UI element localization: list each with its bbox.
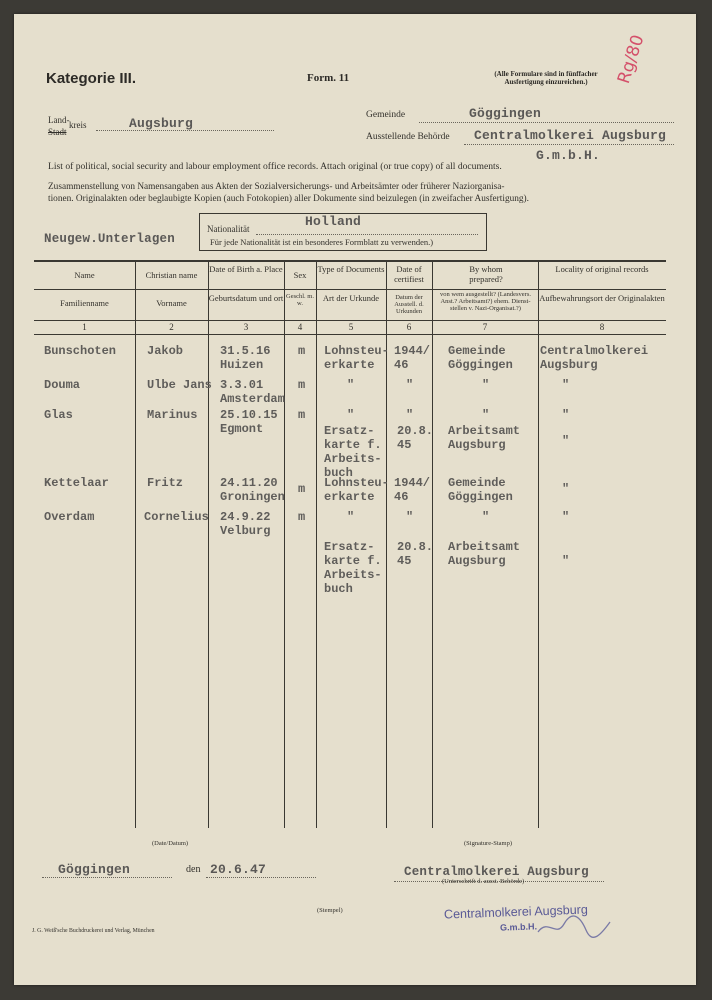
table-row-date: 1944/ 46 xyxy=(394,344,431,372)
col-header-sex-de: Geschl. m. w. xyxy=(286,293,314,307)
category-title: Kategorie III. xyxy=(46,70,137,87)
col-header-sex-en: Sex xyxy=(293,270,307,280)
col-header-vorname-en: Christian name xyxy=(145,270,198,280)
column-divider xyxy=(316,260,317,828)
document-page xyxy=(14,14,696,985)
col-number: 4 xyxy=(297,322,303,332)
table-top-rule xyxy=(34,260,666,262)
table-row-doc: Ersatz- karte f. Arbeits- buch xyxy=(324,424,382,480)
gemeinde-line xyxy=(419,121,674,123)
table-row-date: " xyxy=(406,378,414,392)
table-row-loc: " xyxy=(562,378,570,392)
company-stamp-line2: G.m.b.H. xyxy=(499,921,538,933)
table-header-bottom xyxy=(34,320,666,321)
table-row-by: " xyxy=(482,378,490,392)
col-header-doc-de: Art der Urkunde xyxy=(322,293,380,303)
footer-place: Göggingen xyxy=(58,862,131,877)
signer-note: (Unterschrift d. ausst. Behörde) xyxy=(442,878,525,885)
col-number: 2 xyxy=(169,322,174,332)
col-number: 7 xyxy=(482,322,488,332)
table-row-sex: m xyxy=(298,344,306,358)
printer-imprint: J. G. Weiß'sche Buchdruckerei und Verlag, München xyxy=(32,928,155,934)
col-header-date-de: Datum der Ausstell. d. Urkunden xyxy=(394,294,424,315)
column-divider xyxy=(208,260,209,828)
table-number-row-bottom xyxy=(34,334,666,335)
footer-den: den xyxy=(186,864,201,875)
behoerde-value-line1: Centralmolkerei Augsburg xyxy=(474,128,667,143)
table-row-loc: " xyxy=(562,510,570,524)
table-row-date: " xyxy=(406,510,414,524)
table-row-doc: Lohnsteu- erkarte xyxy=(324,476,389,504)
table-row-date: 20.8. 45 xyxy=(397,424,434,452)
date-label: (Date/Datum) xyxy=(152,840,189,847)
col-header-loc-en: Locality of original records xyxy=(555,264,649,274)
table-row-name: Douma xyxy=(44,378,81,392)
table-row-loc: Centralmolkerei Augsburg xyxy=(540,344,649,372)
table-row-vorname: Jakob xyxy=(147,344,184,358)
table-row-birth: 31.5.16 Huizen xyxy=(220,344,271,372)
landkreis-label-stadt: Stadt xyxy=(48,127,67,137)
intro-german-line2: tionen. Originalakten oder beglaubigte Kopien (auch Fotokopien) aller Dokumente sind beizulegen (in zweifacher Ausfertigung). xyxy=(48,194,529,204)
table-row-vorname: Fritz xyxy=(147,476,184,490)
form-number: Form. 11 xyxy=(307,72,350,84)
col-header-birth-en: Date of Birth a. Place xyxy=(209,264,283,274)
table-row-name: Overdam xyxy=(44,510,95,524)
col-number: 6 xyxy=(406,322,412,332)
nationality-value: Holland xyxy=(305,214,362,229)
nationality-box xyxy=(199,213,487,251)
table-row-loc: " xyxy=(562,554,570,568)
company-stamp-line1: Centralmolkerei Augsburg xyxy=(443,902,589,922)
table-row-by: Gemeinde Göggingen xyxy=(448,344,513,372)
table-row-by: " xyxy=(482,510,490,524)
table-row-by: Arbeitsamt Augsburg xyxy=(448,424,521,452)
table-row-name: Glas xyxy=(44,408,73,422)
table-row-loc: " xyxy=(562,434,570,448)
table-row-loc: " xyxy=(562,482,570,496)
col-header-name-de: Familienname xyxy=(60,298,109,308)
col-number: 1 xyxy=(82,322,87,332)
behoerde-line xyxy=(464,143,674,145)
table-row-sex: m xyxy=(298,482,306,496)
nationality-label: Nationalität xyxy=(207,224,250,234)
table-row-vorname: Ulbe Jans xyxy=(147,378,212,392)
intro-english: List of political, social security and labour employment office records. Attach original (or true copy) of all documents. xyxy=(48,161,502,172)
col-header-by-de: von wem ausgestellt? (Landesvers. Anst.? Arbeitsamt?) ehem. Dienst-stellen v. Nazi-Organisat.?) xyxy=(440,291,531,312)
nationality-line xyxy=(256,233,478,235)
table-row-doc: " xyxy=(347,408,355,422)
copies-note xyxy=(462,70,630,86)
table-row-vorname: Marinus xyxy=(147,408,198,422)
table-row-name: Bunschoten xyxy=(44,344,117,358)
copies-note-line2: Ausfertigung einzureichen.) xyxy=(504,78,588,86)
table-row-birth: 24.9.22 Velburg xyxy=(220,510,271,538)
table-row-by: Arbeitsamt Augsburg xyxy=(448,540,521,568)
col-header-birth-de: Geburtsdatum und ort xyxy=(208,293,284,303)
table-row-sex: m xyxy=(298,408,306,422)
table-row-vorname: Cornelius xyxy=(144,510,209,524)
table-header-divider xyxy=(34,289,666,290)
signature-label: (Signature-Stamp) xyxy=(464,840,513,847)
landkreis-label-top: Land- xyxy=(48,115,70,125)
table-row-birth: 25.10.15 Egmont xyxy=(220,408,278,436)
col-header-vorname-de: Vorname xyxy=(156,298,187,308)
gemeinde-value: Göggingen xyxy=(469,106,542,121)
table-row-by: Gemeinde Göggingen xyxy=(448,476,513,504)
signature-scribble-icon xyxy=(534,914,614,940)
table-row-loc: " xyxy=(562,408,570,422)
col-header-date-en: Date of certifiest xyxy=(394,264,424,284)
behoerde-label: Ausstellende Behörde xyxy=(366,132,450,142)
col-header-name-en: Name xyxy=(74,270,95,280)
table-row-doc: " xyxy=(347,510,355,524)
col-number: 8 xyxy=(599,322,605,332)
col-header-loc-de: Aufbewahrungsort der Originalakten xyxy=(539,293,665,303)
column-divider xyxy=(284,260,285,828)
table-row-birth: 3.3.01 Amsterdam xyxy=(220,378,285,406)
handwritten-mark: Rg/80 xyxy=(614,32,649,87)
table-row-sex: m xyxy=(298,378,306,392)
table-row-doc: Lohnsteu- erkarte xyxy=(324,344,389,372)
landkreis-value: Augsburg xyxy=(129,116,194,131)
table-row-doc: " xyxy=(347,378,355,392)
left-typed-note: Neugew.Unterlagen xyxy=(44,232,175,246)
table-row-sex: m xyxy=(298,510,306,524)
col-number: 5 xyxy=(348,322,354,332)
landkreis-label-kreis: kreis xyxy=(69,120,87,130)
footer-date: 20.6.47 xyxy=(210,862,267,877)
table-row-by: " xyxy=(482,408,490,422)
col-header-by-en: By whom prepared? xyxy=(469,264,503,284)
column-divider xyxy=(538,260,539,828)
table-row-date: 20.8. 45 xyxy=(397,540,434,568)
copies-note-line1: (Alle Formulare sind in fünffacher xyxy=(494,70,598,78)
table-row-date: 1944/ 46 xyxy=(394,476,431,504)
stempel-label: (Stempel) xyxy=(317,907,343,914)
col-header-doc-en: Type of Documents xyxy=(317,264,385,274)
table-row-doc: Ersatz- karte f. Arbeits- buch xyxy=(324,540,382,596)
footer-signer: Centralmolkerei Augsburg xyxy=(404,865,589,879)
table-row-name: Kettelaar xyxy=(44,476,109,490)
nationality-note: Für jede Nationalität ist ein besonderes Formblatt zu verwenden.) xyxy=(210,237,434,247)
gemeinde-label: Gemeinde xyxy=(366,110,406,120)
intro-german-line1: Zusammenstellung von Namensangaben aus Akten der Sozialversicherungs- und Arbeitsämter oder früherer Naziorganisa- xyxy=(48,182,505,192)
col-number: 3 xyxy=(243,322,249,332)
table-row-date: " xyxy=(406,408,414,422)
table-row-birth: 24.11.20 Groningen xyxy=(220,476,285,504)
behoerde-value-line2: G.m.b.H. xyxy=(536,148,601,163)
column-divider xyxy=(135,260,136,828)
